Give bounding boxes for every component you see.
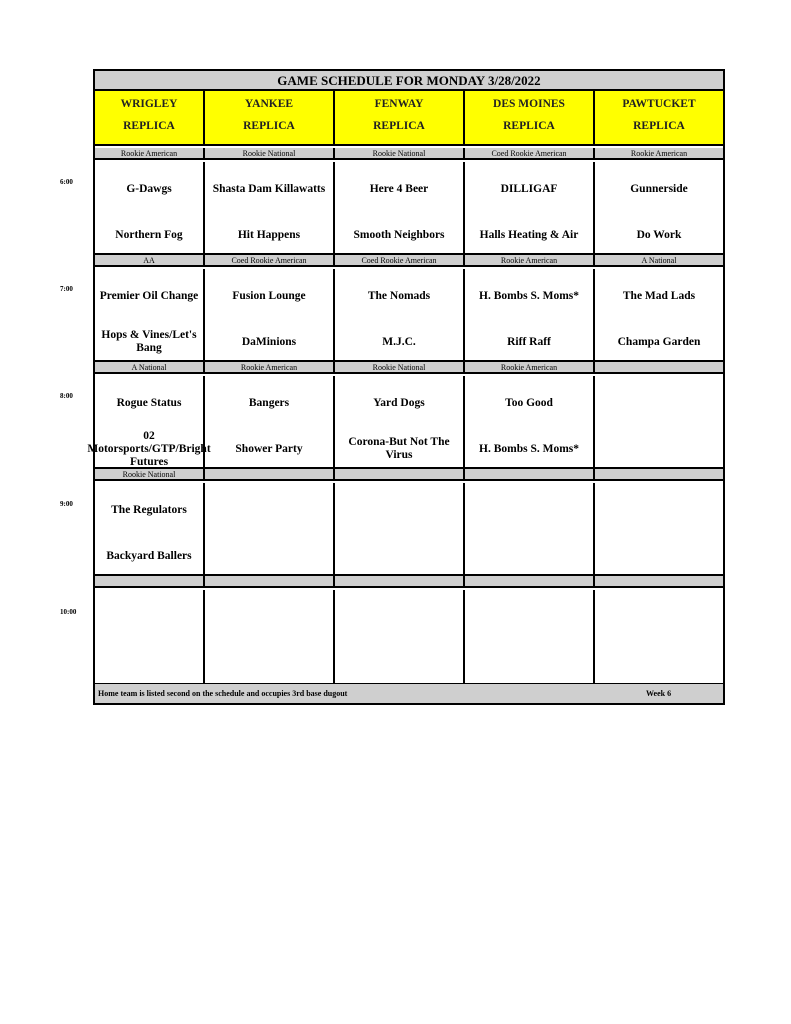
game-cell <box>595 162 723 253</box>
home-team <box>467 537 591 575</box>
away-team <box>207 497 331 523</box>
away-team <box>597 390 721 416</box>
game-row <box>87 376 723 469</box>
game-cell <box>465 376 595 467</box>
division-label <box>595 576 723 586</box>
field-name: FENWAY <box>374 98 424 110</box>
division-label <box>595 362 723 372</box>
away-team: Shasta Dam Killawatts <box>212 182 326 195</box>
division-label <box>465 469 595 479</box>
home-team <box>467 644 591 682</box>
division-label <box>335 576 465 586</box>
away-team: Fusion Lounge <box>232 289 306 302</box>
time-label: 7:00 <box>60 285 73 293</box>
home-team <box>337 537 461 575</box>
division-label: Rookie American <box>630 149 688 158</box>
division-label <box>95 576 205 586</box>
away-team <box>337 497 461 523</box>
time-label: 8:00 <box>60 392 73 400</box>
game-row <box>95 590 723 685</box>
home-team <box>337 644 461 682</box>
division-label: Rookie American <box>205 362 335 372</box>
game-row <box>95 483 723 576</box>
schedule-title: GAME SCHEDULE FOR MONDAY 3/28/2022 <box>95 71 723 91</box>
game-cell <box>335 590 465 683</box>
game-cell <box>205 269 335 360</box>
game-cell <box>465 590 595 683</box>
home-team: Champa Garden <box>617 335 701 348</box>
away-team: Here 4 Beer <box>369 182 429 195</box>
away-team <box>597 604 721 630</box>
field-name: YANKEE <box>244 98 294 110</box>
game-cell <box>205 483 335 574</box>
home-team: DaMinions <box>241 335 297 348</box>
game-cell <box>205 590 335 683</box>
division-label: Rookie American <box>465 362 595 372</box>
game-cell <box>465 483 595 574</box>
away-team: The Mad Lads <box>622 289 696 302</box>
home-team <box>207 537 331 575</box>
field-header <box>205 91 335 144</box>
field-subtitle: REPLICA <box>373 120 425 132</box>
game-cell <box>335 269 465 360</box>
game-cell <box>595 269 723 360</box>
time-label: 10:00 <box>60 608 77 616</box>
division-label: Rookie National <box>95 469 205 479</box>
home-team: 02 Motorsports/GTP/Bright Futures <box>87 429 211 468</box>
game-row <box>95 269 723 362</box>
home-team <box>207 644 331 682</box>
game-cell <box>335 376 465 467</box>
field-name: WRIGLEY <box>120 98 178 110</box>
home-team: Hit Happens <box>237 228 301 241</box>
away-team: G-Dawgs <box>126 182 172 195</box>
game-cell <box>205 162 335 253</box>
game-cell <box>95 269 205 360</box>
away-team: H. Bombs S. Moms* <box>479 289 579 302</box>
away-team: Rogue Status <box>116 396 182 409</box>
game-cell <box>335 483 465 574</box>
time-label: 6:00 <box>60 178 73 186</box>
away-team: Too Good <box>505 396 553 409</box>
division-row <box>95 148 723 160</box>
field-header <box>95 91 205 144</box>
game-cell <box>465 162 595 253</box>
division-label: Coed Rookie American <box>465 148 595 158</box>
field-header-row <box>95 91 723 146</box>
division-label <box>205 469 335 479</box>
away-team <box>467 604 591 630</box>
away-team: Gunnerside <box>630 182 688 195</box>
division-label: Coed Rookie American <box>205 255 335 265</box>
division-row <box>95 255 723 267</box>
home-team: Hops & Vines/Let's Bang <box>101 329 197 354</box>
away-team <box>97 604 201 630</box>
game-cell <box>595 590 723 683</box>
away-team: Bangers <box>248 396 290 409</box>
home-team: Backyard Ballers <box>106 549 192 562</box>
away-team <box>207 604 331 630</box>
away-team: DILLIGAF <box>500 182 558 195</box>
home-team <box>97 644 201 682</box>
field-header <box>465 91 595 144</box>
division-label <box>465 576 595 586</box>
schedule-table <box>87 69 725 705</box>
home-team: Northern Fog <box>115 228 183 241</box>
division-label <box>205 576 335 586</box>
away-team <box>597 497 721 523</box>
home-team-note: Home team is listed second on the schedule and occupies 3rd base dugout <box>98 689 348 698</box>
game-cell <box>87 376 211 468</box>
home-team: Corona-But Not The Virus <box>348 436 450 461</box>
division-row <box>95 576 723 588</box>
field-name: PAWTUCKET <box>622 98 696 110</box>
home-team: Shower Party <box>235 442 303 455</box>
away-team: Premier Oil Change <box>99 289 199 302</box>
division-label: Rookie National <box>335 148 465 158</box>
time-label: 9:00 <box>60 500 73 508</box>
division-row <box>95 469 723 481</box>
division-label: Coed Rookie American <box>335 255 465 265</box>
home-team <box>597 537 721 575</box>
division-label: Rookie National <box>335 362 465 372</box>
division-label <box>335 469 465 479</box>
game-cell <box>335 162 465 253</box>
field-subtitle: REPLICA <box>243 120 295 132</box>
game-cell <box>95 162 205 253</box>
away-team: The Regulators <box>111 503 187 516</box>
division-label: AA <box>95 255 205 265</box>
game-cell <box>465 269 595 360</box>
away-team: The Nomads <box>367 289 431 302</box>
field-name: DES MOINES <box>493 98 565 110</box>
away-team <box>467 497 591 523</box>
division-label: A National <box>95 362 205 372</box>
game-row <box>95 162 723 255</box>
away-team <box>337 604 461 630</box>
division-label: Rookie American <box>95 148 205 158</box>
game-cell <box>95 483 205 574</box>
home-team <box>597 430 721 468</box>
field-header <box>595 91 723 144</box>
division-label: Rookie American <box>465 255 595 265</box>
home-team: Halls Heating & Air <box>479 228 579 241</box>
field-subtitle: REPLICA <box>123 120 175 132</box>
division-label: Rookie National <box>205 148 335 158</box>
game-cell <box>595 376 723 467</box>
home-team: H. Bombs S. Moms* <box>479 442 579 455</box>
division-label: A National <box>641 256 677 265</box>
week-label: Week 6 <box>646 689 672 698</box>
field-header <box>335 91 465 144</box>
game-cell <box>95 590 205 683</box>
field-subtitle: REPLICA <box>503 120 555 132</box>
home-team: Riff Raff <box>507 335 551 348</box>
home-team: Smooth Neighbors <box>353 228 445 241</box>
home-team <box>597 644 721 682</box>
footer-row <box>95 684 723 703</box>
home-team: M.J.C. <box>382 335 416 348</box>
home-team: Do Work <box>636 228 682 241</box>
away-team: Yard Dogs <box>373 396 425 409</box>
division-row <box>95 362 723 374</box>
game-cell <box>595 483 723 574</box>
game-cell <box>205 376 335 467</box>
division-label <box>595 469 723 479</box>
field-subtitle: REPLICA <box>633 120 685 132</box>
